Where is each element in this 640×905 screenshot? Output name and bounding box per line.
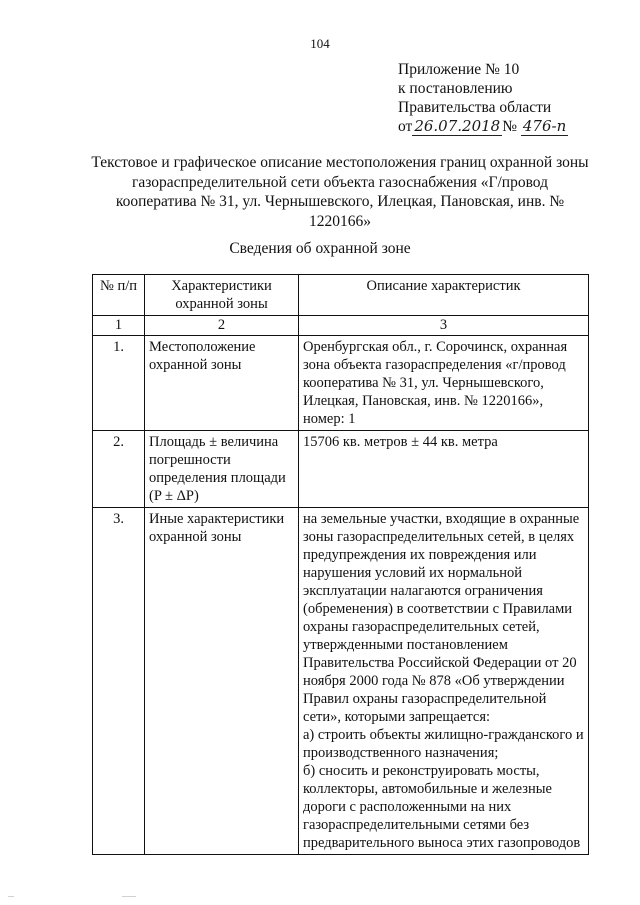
table-row [93, 336, 589, 431]
table-row [93, 431, 589, 508]
appendix-block [398, 60, 568, 136]
restriction-item-a: а) строить объекты жилищно-гражданского и производственного назначения; [303, 727, 584, 761]
restriction-item-b: б) сносить и реконструировать мосты, коллекторы, автомобильные и железные дороги с расположенными на них газораспределительными сетями без предварительного выноса этих газопроводов [303, 763, 581, 851]
restriction-text: на земельные участки, входящие в охранные зоны газораспределительных сетей, в целях предупреждения их повреждения или нарушения условий их нормальной эксплуатации налагаются ограничения (обременения) в соответствии с Правилами охраны газораспределительных сетей, утвержденными постановлением Правительства Российской Федерации от 20 ноября 2000 года № 878 «Об утверждении Правил охраны газораспределительной сети», которыми запрещается: [303, 511, 580, 725]
row-description: 15706 кв. метров ± 44 кв. метра [299, 431, 589, 508]
appendix-line-1: Приложение № 10 [398, 61, 520, 78]
row-description: Оренбургская обл., г. Сорочинск, охранная зона объекта газораспределения «г/провод кооператива № 31, ул. Чернышевского, Илецкая, Пановская, инв. № 1220166», номер: 1 [299, 336, 589, 431]
row-number: 2. [93, 431, 145, 508]
row-description [299, 508, 589, 855]
number-label: № [502, 118, 518, 135]
row-number: 3. [93, 508, 145, 855]
zone-table [92, 274, 589, 855]
appendix-date-line [398, 117, 568, 136]
row-characteristic: Местоположение охранной зоны [145, 336, 299, 431]
column-number-row [93, 316, 589, 336]
header-num: № п/п [93, 275, 145, 316]
appendix-line-2: к постановлению [398, 80, 513, 97]
row-characteristic: Площадь ± величина погрешности определения площади (P ± ΔP) [145, 431, 299, 508]
header-characteristic: Характеристики охранной зоны [145, 275, 299, 316]
appendix-line-3: Правительства области [398, 99, 552, 116]
handwritten-number: 476-п [522, 117, 567, 135]
document-title: Текстовое и графическое описание местоположения границ охранной зоны газораспределительной сети объекта газоснабжения «Г/провод кооператива № 31, ул. Чернышевского, Илецкая, Пановская, инв. № 1220166» [91, 154, 589, 230]
col-number-2: 2 [145, 316, 299, 336]
page-number: 104 [310, 36, 330, 51]
footer-mark-left: ... [8, 890, 14, 899]
col-number-3: 3 [299, 316, 589, 336]
row-characteristic: Иные характеристики охранной зоны [145, 508, 299, 855]
table-row [93, 508, 589, 855]
col-number-1: 1 [93, 316, 145, 336]
from-label: от [398, 118, 413, 135]
section-subtitle: Сведения об охранной зоне [229, 240, 411, 257]
table-header-row [93, 275, 589, 316]
handwritten-date: 26.07.2018 [414, 117, 501, 135]
header-description: Описание характеристик [299, 275, 589, 316]
row-number: 1. [93, 336, 145, 431]
footer-mark-right: ....... [122, 890, 136, 899]
